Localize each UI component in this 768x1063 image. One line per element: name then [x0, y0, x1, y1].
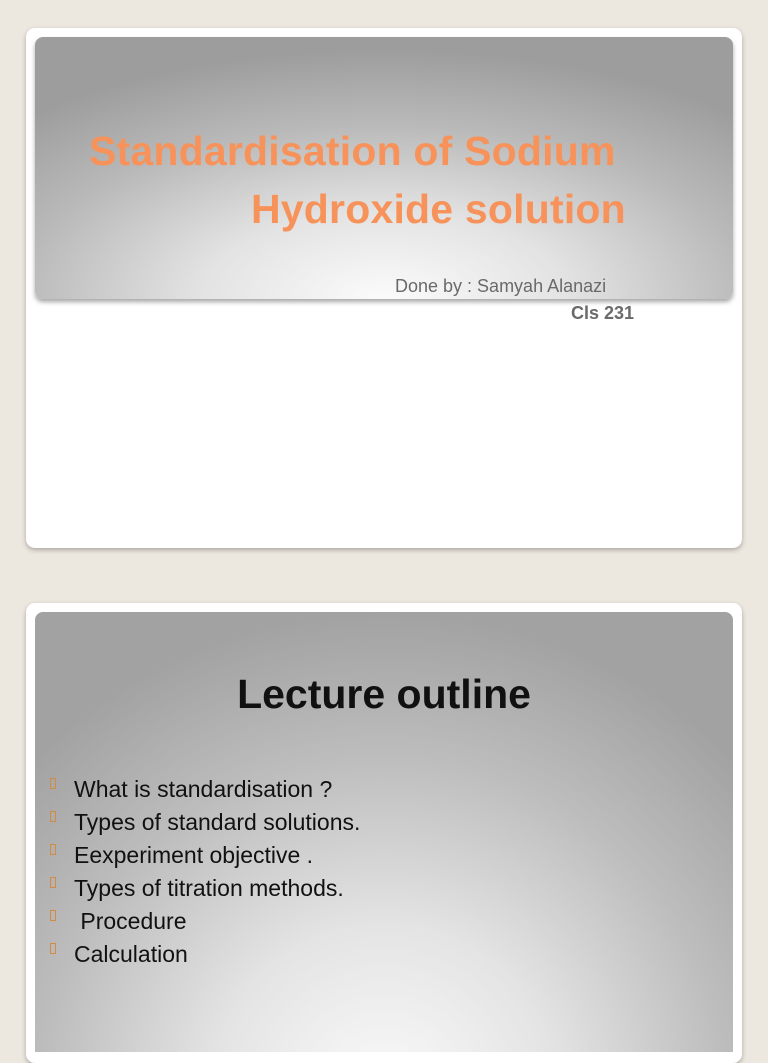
list-item	[50, 839, 360, 872]
bullet-icon	[50, 877, 56, 888]
author-credit: Done by : Samyah Alanazi	[395, 276, 607, 296]
list-item-text: Types of titration methods.	[74, 875, 344, 901]
title-slide	[26, 28, 742, 548]
outline-slide	[26, 603, 742, 1063]
list-item	[50, 806, 360, 839]
bullet-icon	[50, 910, 56, 921]
list-item-text: What is standardisation ?	[74, 776, 333, 802]
course-code: Cls 231	[571, 303, 635, 323]
list-item-text: Calculation	[74, 941, 188, 967]
slide-title-line-1: Standardisation of Sodium	[89, 128, 616, 174]
bullet-icon	[50, 943, 56, 954]
list-item-text: Eexperiment objective .	[74, 842, 314, 868]
list-item-text: Procedure	[74, 908, 187, 934]
list-item	[50, 905, 360, 938]
bullet-icon	[50, 811, 56, 822]
bullet-icon	[50, 778, 56, 789]
bullet-icon	[50, 844, 56, 855]
outline-list	[50, 773, 360, 971]
list-item	[50, 938, 360, 971]
list-item-text: Types of standard solutions.	[74, 809, 361, 835]
outline-title: Lecture outline	[237, 671, 531, 717]
slide-title	[26, 122, 742, 238]
list-item	[50, 872, 360, 905]
slide-title-line-2: Hydroxide solution	[251, 186, 626, 232]
list-item	[50, 773, 360, 806]
